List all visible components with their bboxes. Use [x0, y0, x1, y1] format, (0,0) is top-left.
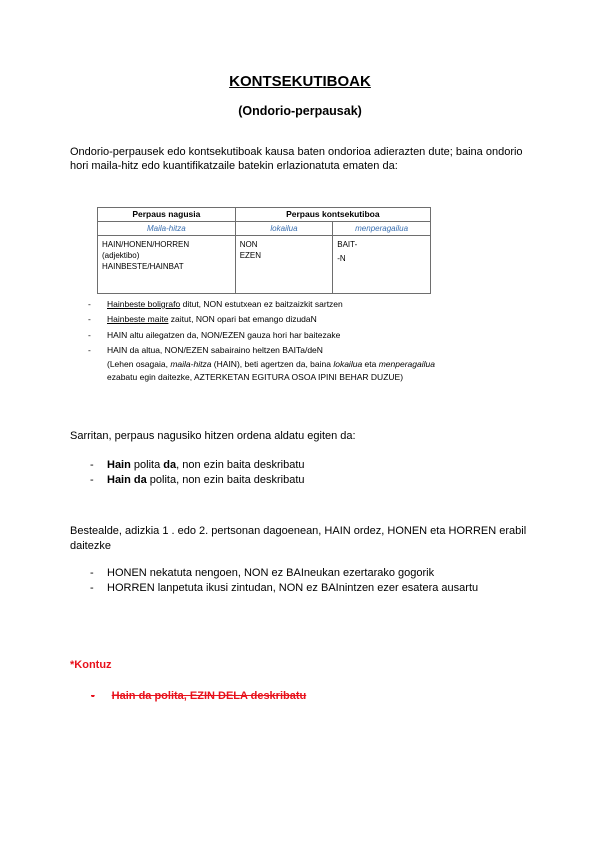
table-cell-line: -N — [337, 254, 346, 263]
example-text: zaitut, NON opari bat emango dizudaN — [168, 314, 317, 325]
intro-paragraph: Ondorio-perpausek edo kontsekutiboak kausa baten ondorioa adierazten dute; baina ondorio hori maila-hitz edo kuantifikatzaile batekin erlazionatuta ematen da: — [70, 146, 523, 172]
list-dash: - — [90, 582, 94, 594]
note-text: ezabatu egin daitezke, AZTERKETAN EGITURA OSOA IPINI BEHAR DUZUE) — [107, 372, 404, 383]
warning-wrong-example — [91, 690, 306, 702]
list-dash: - — [90, 474, 94, 486]
example-text: , non ezin baita deskribatu — [176, 459, 305, 471]
list-item — [90, 566, 550, 581]
list-item — [90, 458, 550, 473]
page-subtitle: (Ondorio-perpausak) — [238, 104, 362, 118]
table-cell-connectors — [235, 236, 333, 294]
table-cell-line: (adjektibo) — [102, 251, 140, 260]
warning-label: *Kontuz — [70, 659, 112, 671]
list-dash: - — [90, 459, 94, 471]
page-title: KONTSEKUTIBOAK — [229, 73, 371, 90]
structure-note — [107, 358, 528, 384]
list-item — [90, 473, 550, 488]
example-text: HORREN lanpetuta ikusi zintudan, NON ez BAInintzen ezer esatera ausartu — [107, 582, 479, 594]
example-underlined: Hainbeste boligrafo — [107, 299, 181, 309]
list-item — [90, 581, 550, 596]
table-subheader-subordinator: menperagailua — [333, 222, 431, 236]
persons-list — [90, 566, 550, 596]
table-subheader-row — [98, 222, 431, 236]
bold-word: Hain — [107, 459, 131, 471]
example-text: polita — [130, 459, 164, 471]
examples-list — [88, 297, 528, 384]
word-order-list — [90, 458, 550, 488]
table-cell-degree-words — [98, 236, 236, 294]
note-italic: lokailua — [333, 359, 363, 370]
table-header-row — [98, 208, 431, 222]
list-item — [88, 312, 528, 327]
example-text: HAIN da altua, NON/EZEN sabairaino heltzen BAITa/deN — [107, 344, 323, 355]
table-cell-line: HAINBESTE/HAINBAT — [102, 262, 184, 271]
table-cell-line: NON — [239, 240, 258, 249]
structure-table — [97, 207, 431, 294]
table-row — [98, 236, 431, 294]
example-text: HAIN altu ailegatzen da, NON/EZEN gauza hori har baitezake — [107, 329, 341, 340]
table-subheader-connector: lokailua — [235, 222, 333, 236]
table-cell-line: HAIN/HONEN/HORREN — [102, 240, 190, 249]
note-italic: menperagailua — [378, 359, 435, 370]
table-header-main: Perpaus nagusia — [98, 208, 236, 222]
list-dash: - — [88, 329, 91, 340]
example-text: polita, non ezin baita deskribatu — [146, 474, 305, 486]
note-text: eta — [362, 359, 379, 370]
persons-intro: Bestealde, adizkia 1 . edo 2. pertsonan dagoenean, HAIN ordez, HONEN eta HORREN erabil daitezke — [70, 525, 527, 552]
word-order-intro: Sarritan, perpaus nagusiko hitzen ordena aldatu egiten da: — [70, 430, 356, 442]
table-cell-subordinators — [333, 236, 431, 294]
list-item — [88, 328, 528, 343]
list-dash: - — [90, 567, 94, 579]
table-header-consecutive: Perpaus kontsekutiboa — [235, 208, 430, 222]
table-cell-line: BAIT- — [337, 240, 358, 249]
table-subheader-degree-word: Maila-hitza — [98, 222, 236, 236]
list-dash: - — [88, 299, 91, 309]
list-item — [88, 343, 528, 384]
struck-example: Hain da polita, EZIN DELA deskribatu — [111, 690, 307, 702]
example-text: HONEN nekatuta nengoen, NON ez BAIneukan ezertarako gogorik — [107, 567, 435, 579]
list-dash: - — [88, 314, 91, 325]
bold-word: Hain da — [107, 474, 147, 486]
note-text: (Lehen osagaia, — [107, 359, 171, 370]
list-dash: - — [91, 690, 95, 702]
list-item — [88, 297, 528, 312]
note-text: (HAIN), beti agertzen da, baina — [211, 359, 334, 370]
example-text: ditut, NON estutxean ez baitzaizkit sartzen — [180, 299, 343, 309]
table-cell-line: EZEN — [239, 251, 262, 260]
list-dash: - — [88, 344, 91, 355]
note-italic: maila-hitza — [170, 359, 212, 370]
bold-word: da — [163, 459, 177, 471]
example-underlined: Hainbeste maite — [107, 314, 169, 325]
